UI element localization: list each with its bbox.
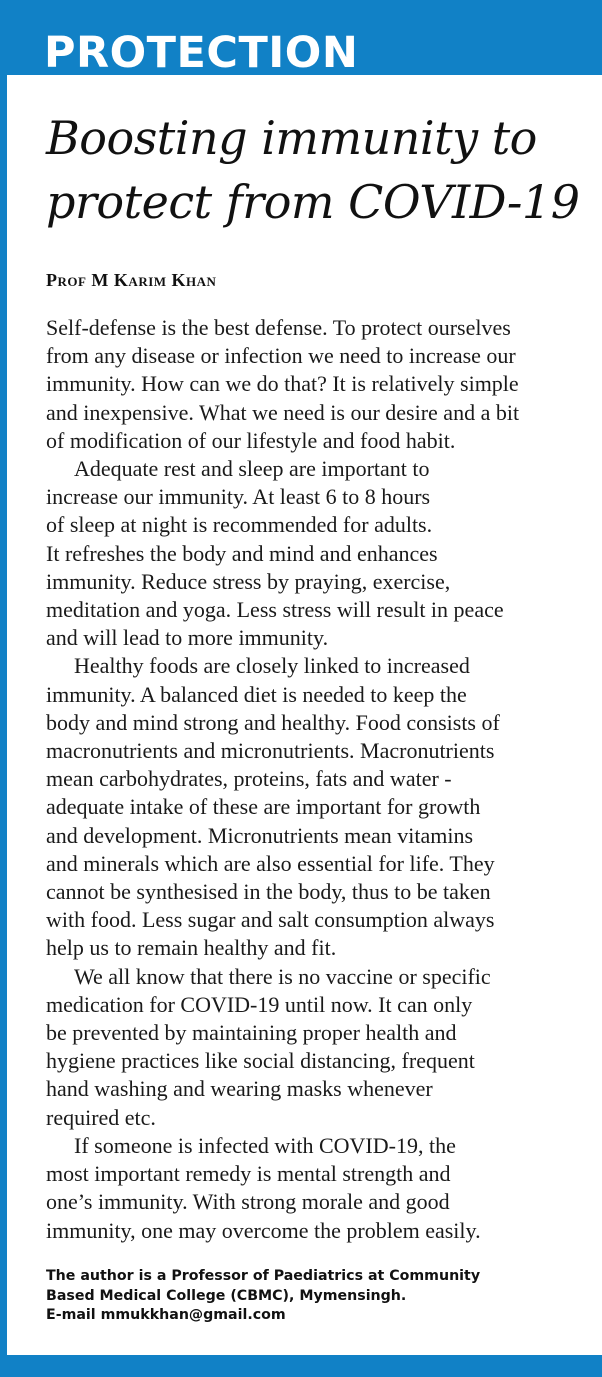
text-line: immunity. How can we do that? It is relatively simple xyxy=(46,371,519,397)
paragraph xyxy=(46,314,602,455)
text-line: hygiene practices like social distancing, frequent xyxy=(46,1048,475,1074)
bottom-border-bar xyxy=(0,1355,602,1377)
section-label: PROTECTION xyxy=(44,28,359,78)
text-line: meditation and yoga. Less stress will result in peace xyxy=(46,597,504,623)
text-line: and minerals which are also essential for life. They xyxy=(46,850,495,876)
text-line: mean carbohydrates, proteins, fats and water - xyxy=(46,766,452,792)
text-line: of sleep at night is recommended for adults. xyxy=(46,512,433,538)
text-line: increase our immunity. At least 6 to 8 hours xyxy=(46,484,431,510)
text-line: Adequate rest and sleep are important to xyxy=(74,456,430,482)
author-email-line: E-mail mmukkhan@gmail.com xyxy=(46,1307,286,1323)
text-line: of modification of our lifestyle and food habit. xyxy=(46,427,456,453)
article-body xyxy=(46,314,602,1245)
author-note-line: The author is a Professor of Paediatrics at Community xyxy=(46,1268,481,1284)
text-line: and development. Micronutrients mean vitamins xyxy=(46,822,474,848)
paragraph xyxy=(46,1132,602,1245)
paragraph xyxy=(46,963,602,1132)
text-line: body and mind strong and healthy. Food consists of xyxy=(46,709,500,735)
text-line: medication for COVID-19 until now. It can only xyxy=(46,991,473,1017)
text-line: macronutrients and micronutrients. Macronutrients xyxy=(46,738,495,764)
text-line: We all know that there is no vaccine or specific xyxy=(74,963,491,989)
text-line: help us to remain healthy and fit. xyxy=(46,935,337,961)
author-note-line: Based Medical College (CBMC), Mymensingh. xyxy=(46,1287,407,1304)
text-line: one’s immunity. With strong morale and good xyxy=(46,1189,450,1215)
text-line: If someone is infected with COVID-19, the xyxy=(74,1132,456,1158)
text-line: immunity. Reduce stress by praying, exercise, xyxy=(46,568,451,594)
text-line: Healthy foods are closely linked to increased xyxy=(74,653,470,679)
headline-line-1: Boosting immunity to xyxy=(46,111,537,165)
text-line: from any disease or infection we need to increase our xyxy=(46,343,516,369)
text-line: It refreshes the body and mind and enhances xyxy=(46,540,438,566)
text-line: hand washing and wearing masks whenever xyxy=(46,1076,433,1102)
text-line: with food. Less sugar and salt consumption always xyxy=(46,907,495,933)
text-line: be prevented by maintaining proper health and xyxy=(46,1020,457,1046)
author-note xyxy=(46,1267,596,1326)
text-line: most important remedy is mental strength and xyxy=(46,1161,451,1187)
text-line: and will lead to more immunity. xyxy=(46,625,329,651)
left-border-bar xyxy=(0,0,7,1377)
text-line: Self-defense is the best defense. To protect ourselves xyxy=(46,315,511,340)
text-line: adequate intake of these are important for growth xyxy=(46,794,481,820)
text-line: cannot be synthesised in the body, thus to be taken xyxy=(46,879,491,905)
paragraph xyxy=(46,652,602,962)
text-line: and inexpensive. What we need is our desire and a bit xyxy=(46,399,520,425)
text-line: immunity. A balanced diet is needed to keep the xyxy=(46,681,467,707)
headline-line-2: protect from COVID-19 xyxy=(46,175,580,229)
text-line: required etc. xyxy=(46,1104,156,1130)
text-line: immunity, one may overcome the problem easily. xyxy=(46,1217,481,1243)
paragraph xyxy=(46,455,602,652)
author-byline: Prof M Karim Khan xyxy=(46,270,217,290)
headline xyxy=(46,106,596,234)
